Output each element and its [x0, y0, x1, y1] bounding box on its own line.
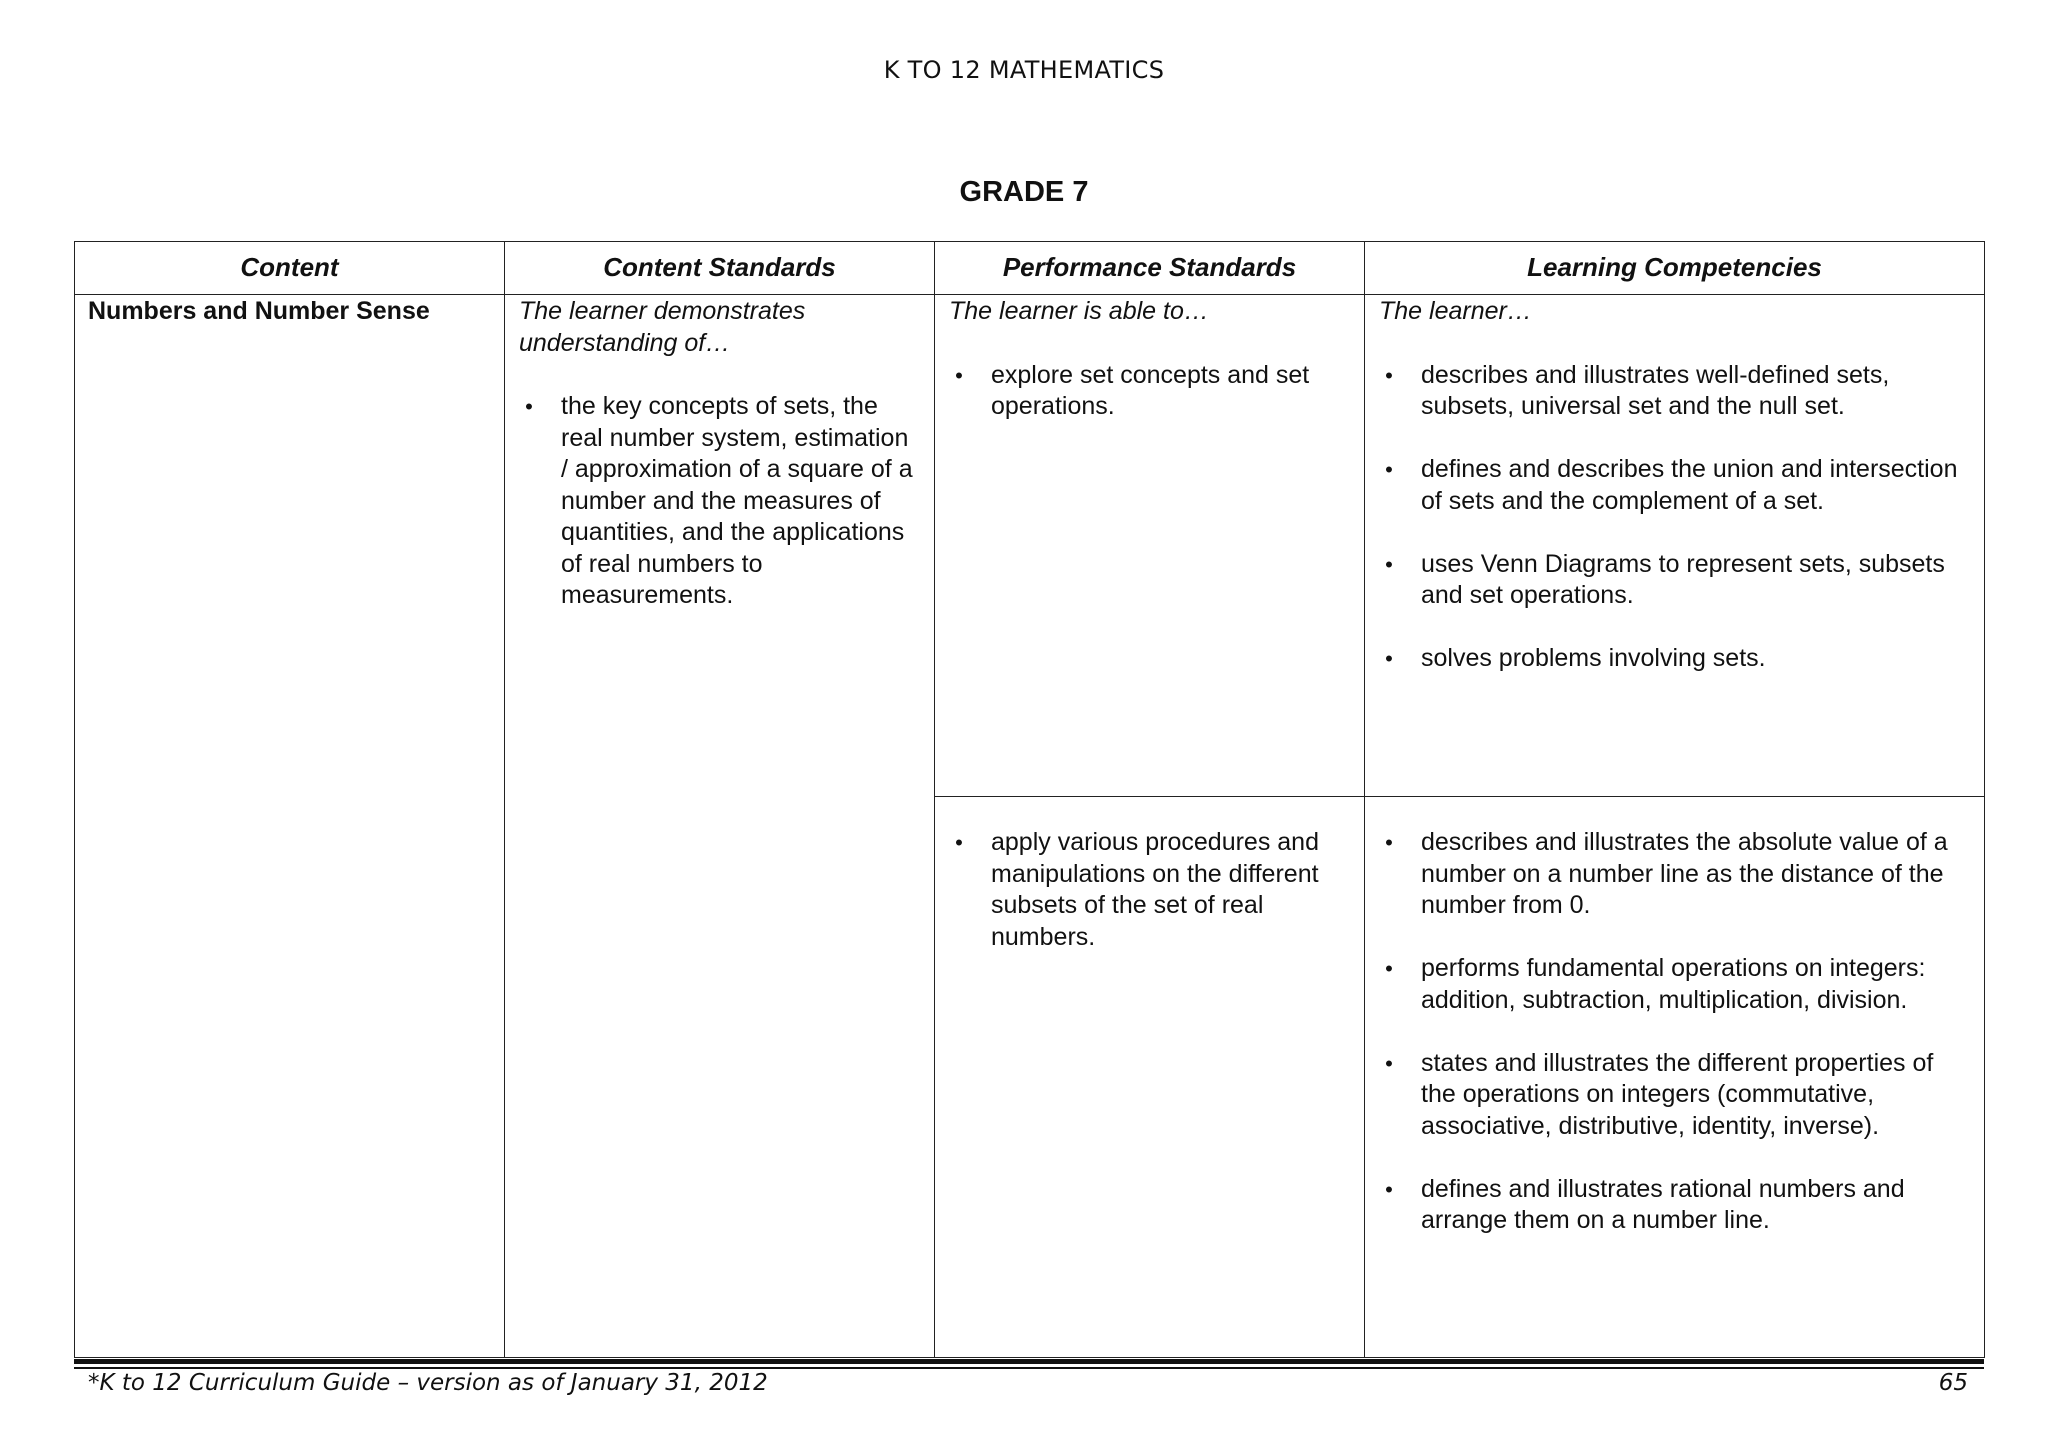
list-item-text: performs fundamental operations on integers: addition, subtraction, multiplication, division.: [1421, 954, 1926, 1014]
list-item-text: explore set concepts and set operations.: [991, 360, 1310, 420]
page-title: GRADE 7: [959, 176, 1089, 208]
list-item-text: apply various procedures and manipulations on the different subsets of the set of real numbers.: [991, 828, 1319, 951]
performance-standards-cell: [935, 797, 1365, 1358]
bullet-icon: •: [955, 830, 963, 855]
performance-standards-cell: [935, 295, 1365, 797]
column-header-content-standards: Content Standards: [505, 242, 935, 295]
list-item-text: states and illustrates the different properties of the operations on integers (commutative, associative, distributive, identity, inverse).: [1421, 1048, 1934, 1140]
performance-lead: The learner is able to…: [949, 297, 1209, 325]
list-item-text: the key concepts of sets, the real number system, estimation / approximation of a square of a number and the measures of quantities, and the applications of real numbers to measurements.: [561, 392, 913, 609]
bullet-icon: •: [525, 394, 533, 419]
list-item-text: solves problems involving sets.: [1421, 644, 1766, 672]
learning-competencies-cell: [1365, 797, 1985, 1358]
bullet-icon: •: [1385, 1050, 1393, 1076]
footer-divider-thin: [74, 1367, 1984, 1369]
competencies-lead: The learner…: [1379, 297, 1532, 325]
content-label: Numbers and Number Sense: [88, 297, 430, 325]
list-item: [1379, 549, 1972, 612]
curriculum-table: [74, 241, 1985, 1358]
performance-list: [949, 827, 1352, 953]
bullet-icon: •: [1385, 551, 1393, 577]
list-item: [1379, 827, 1972, 922]
bullet-icon: •: [955, 362, 963, 388]
list-item: [1379, 953, 1972, 1016]
list-item: [949, 360, 1352, 423]
list-item: [1379, 360, 1972, 423]
table-row: [75, 295, 1985, 797]
content-standards-list: [519, 391, 922, 612]
list-item-text: defines and describes the union and intersection of sets and the complement of a set.: [1421, 455, 1958, 515]
bullet-icon: •: [1385, 830, 1393, 855]
table-header-row: [75, 242, 1985, 295]
list-item: [1379, 643, 1972, 675]
column-header-learning-competencies: Learning Competencies: [1365, 242, 1985, 295]
column-header-content: Content: [75, 242, 505, 295]
list-item: [1379, 454, 1972, 517]
performance-list: [949, 360, 1352, 423]
bullet-icon: •: [1385, 362, 1393, 388]
list-item: [1379, 1174, 1972, 1237]
bullet-icon: •: [1385, 956, 1393, 981]
column-header-performance-standards: Performance Standards: [935, 242, 1365, 295]
learning-competencies-cell: [1365, 295, 1985, 797]
content-standards-cell: [505, 295, 935, 1358]
list-item: [1379, 1048, 1972, 1143]
competencies-list: [1379, 360, 1972, 675]
list-item-text: describes and illustrates well-defined sets, subsets, universal set and the null set.: [1421, 360, 1890, 420]
footer-note: *K to 12 Curriculum Guide – version as of January 31, 2012: [88, 1370, 768, 1396]
bullet-icon: •: [1385, 646, 1393, 671]
running-header: K TO 12 MATHEMATICS: [883, 56, 1165, 84]
content-cell: [75, 295, 505, 1358]
page-number: 65: [1938, 1370, 1968, 1396]
bullet-icon: •: [1385, 457, 1393, 482]
list-item: [949, 827, 1352, 953]
list-item-text: defines and illustrates rational numbers and arrange them on a number line.: [1421, 1174, 1905, 1234]
list-item: [519, 391, 922, 612]
content-standards-lead: The learner demonstrates understanding of…: [519, 297, 806, 357]
list-item-text: uses Venn Diagrams to represent sets, subsets and set operations.: [1421, 549, 1945, 609]
bullet-icon: •: [1385, 1176, 1393, 1202]
competencies-list: [1379, 827, 1972, 1237]
list-item-text: describes and illustrates the absolute value of a number on a number line as the distance of the number from 0.: [1421, 828, 1948, 919]
footer-divider: [74, 1359, 1984, 1364]
